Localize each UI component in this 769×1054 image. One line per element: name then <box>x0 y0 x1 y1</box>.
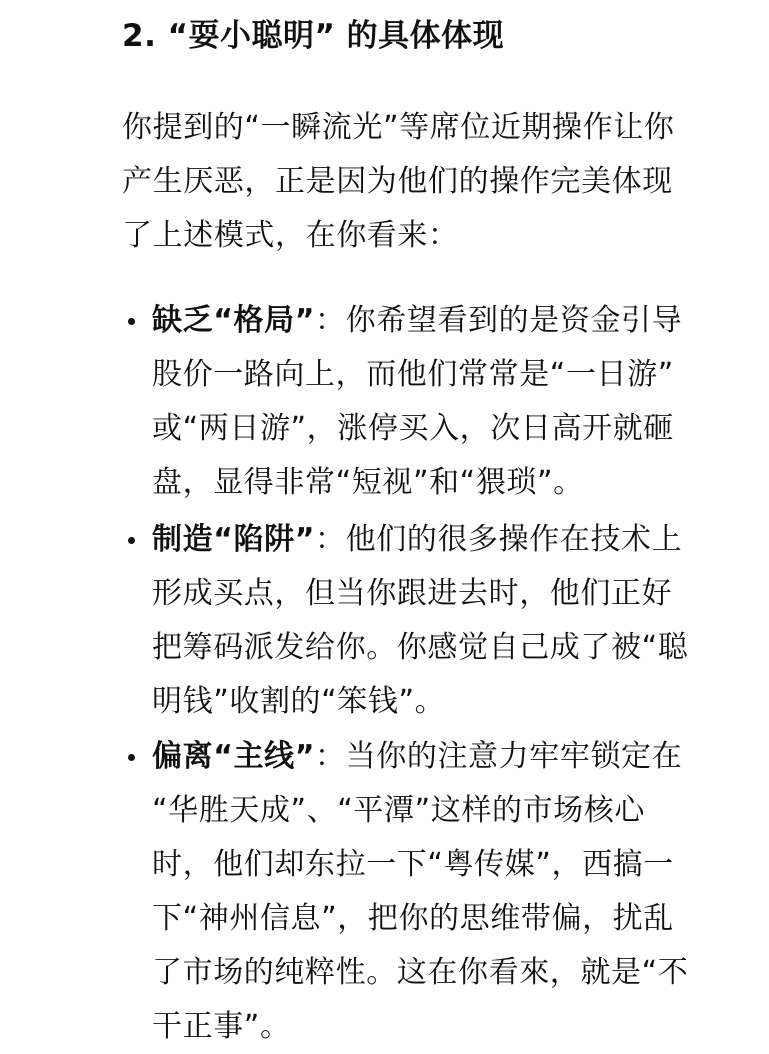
bullet-term: 制造“陷阱” <box>152 522 316 557</box>
bullet-line: 时，他们却东拉一下“粤传媒”，西搞一 <box>152 847 674 882</box>
intro-line: 产生厌恶，正是因为他们的操作完美体现 <box>122 164 673 199</box>
bullet-body <box>152 513 752 729</box>
bullet-line: 把筹码派发给你。你感觉自己成了被“聪 <box>152 630 689 665</box>
bullet-line: 形成买点，但当你跟进去时，他们正好 <box>152 576 673 611</box>
intro-line: 你提到的“一瞬流光”等席位近期操作让你 <box>122 110 675 145</box>
bullet-term: 缺乏“格局” <box>152 303 316 338</box>
bullet-dot-icon <box>128 537 135 544</box>
bullet-first-rest: ：你希望看到的是资金引导 <box>315 303 683 338</box>
bullet-line: “华胜天成”、“平潭”这样的市场核心 <box>152 793 645 828</box>
bullet-line: 或“两日游”，涨停买入，次日高开就砸 <box>152 411 674 446</box>
intro-line: 了上述模式，在你看来： <box>122 218 459 253</box>
bullet-line: 盘，显得非常“短视”和“猥琐”。 <box>152 465 584 500</box>
bullet-body <box>152 294 752 510</box>
bullet-term: 偏离“主线” <box>152 739 316 774</box>
bullet-line: 明钱”收割的“笨钱”。 <box>152 684 446 719</box>
bullet-line: 股价一路向上，而他们常常是“一日游” <box>152 357 674 392</box>
bullet-body <box>152 730 752 1054</box>
bullet-first-line <box>152 730 752 784</box>
bullet-line: 了市场的纯粹性。这在你看來，就是“不 <box>152 955 689 990</box>
bullet-line: 下“神州信息”，把你的思维带偏，扰乱 <box>152 901 674 936</box>
bullet-line: 干正事”。 <box>152 1009 291 1044</box>
section-heading: 2. “耍小聪明” 的具体体现 <box>122 18 505 54</box>
bullet-first-rest: ：当你的注意力牢牢锁定在 <box>315 739 683 774</box>
bullet-dot-icon <box>128 754 135 761</box>
intro-paragraph <box>122 101 752 263</box>
bullet-first-rest: ：他们的很多操作在技术上 <box>315 522 683 557</box>
bullet-dot-icon <box>128 318 135 325</box>
bullet-first-line <box>152 513 752 567</box>
bullet-first-line <box>152 294 752 348</box>
